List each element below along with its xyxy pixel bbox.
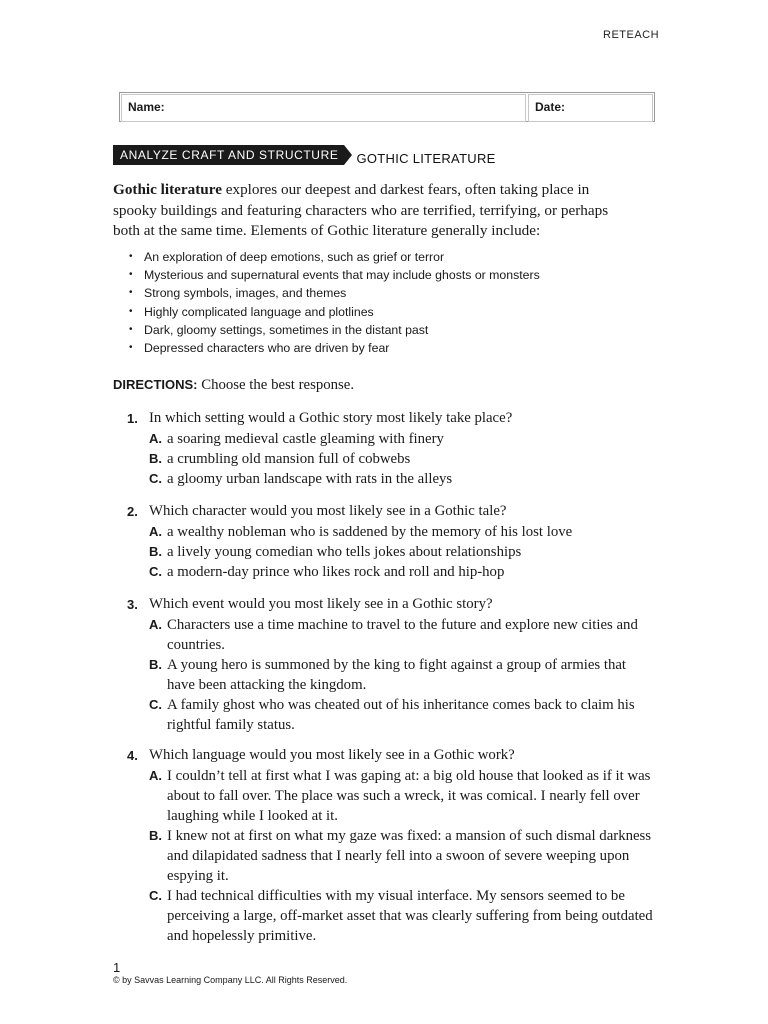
answer-option-b[interactable] (149, 542, 657, 562)
option-text: I couldn’t tell at first what I was gaping at: a big old house that looked as if it was about to fall over. The place was such a wreck, it was comical. I nearly fell over laughing while I looked at it. (167, 768, 651, 824)
bullet-icon: • (129, 341, 133, 353)
lesson-title: GOTHIC LITERATURE (356, 151, 496, 166)
reteach-label: RETEACH (603, 29, 660, 41)
list-item (129, 266, 540, 284)
option-letter: A. (149, 617, 162, 632)
answer-option-b[interactable] (149, 449, 657, 469)
name-label: Name: (128, 100, 165, 114)
option-letter: B. (149, 657, 162, 672)
directions-label: DIRECTIONS: (113, 377, 198, 392)
answer-option-c[interactable] (149, 469, 657, 489)
list-item-text: Dark, gloomy settings, sometimes in the distant past (144, 322, 429, 337)
answer-option-a[interactable] (149, 615, 657, 655)
list-item-text: Depressed characters who are driven by fear (144, 340, 390, 355)
list-item (129, 321, 540, 339)
elements-list (129, 248, 540, 357)
option-text: a crumbling old mansion full of cobwebs (167, 451, 411, 467)
question-2 (127, 501, 657, 582)
option-text: a soaring medieval castle gleaming with finery (167, 431, 444, 447)
list-item-text: Highly complicated language and plotlines (144, 304, 374, 319)
option-text: A family ghost who was cheated out of his inheritance comes back to claim his rightful family status. (167, 697, 635, 733)
option-text: a modern-day prince who likes rock and roll and hip-hop (167, 564, 505, 580)
directions (113, 377, 354, 394)
question-number: 3. (127, 597, 138, 612)
date-field[interactable] (528, 94, 653, 122)
question-stem: In which setting would a Gothic story most likely take place? (149, 410, 513, 426)
directions-text: Choose the best response. (197, 377, 355, 393)
option-text: I had technical difficulties with my visual interface. My sensors seemed to be perceiving a large, off-market asset that was clearly suffering from being outdated and hopelessly primitive. (167, 888, 653, 944)
option-letter: A. (149, 768, 162, 783)
option-text: Characters use a time machine to travel to the future and explore new cities and countries. (167, 617, 638, 653)
option-letter: A. (149, 524, 162, 539)
answer-option-a[interactable] (149, 429, 657, 449)
question-stem: Which character would you most likely see in a Gothic tale? (149, 503, 507, 519)
list-item (129, 284, 540, 302)
option-text: I knew not at first on what my gaze was fixed: a mansion of such dismal darkness and dilapidated sadness that I nearly fell into a swoon of severe weeping upon espying it. (167, 828, 652, 884)
question-1 (127, 408, 657, 489)
bullet-icon: • (129, 269, 133, 281)
list-item (129, 339, 540, 357)
option-letter: C. (149, 564, 162, 579)
section-banner (113, 145, 496, 165)
category-tag: ANALYZE CRAFT AND STRUCTURE (113, 145, 344, 165)
option-letter: B. (149, 451, 162, 466)
bullet-icon: • (129, 323, 133, 335)
answer-option-b[interactable] (149, 826, 657, 886)
tag-arrow (344, 145, 352, 165)
name-field[interactable] (121, 94, 526, 122)
list-item (129, 248, 540, 266)
option-text: a gloomy urban landscape with rats in the alleys (167, 471, 453, 487)
answer-option-b[interactable] (149, 655, 657, 695)
question-number: 1. (127, 411, 138, 426)
copyright-notice: © by Savvas Learning Company LLC. All Rights Reserved. (113, 975, 348, 985)
intro-paragraph (113, 180, 613, 242)
bullet-icon: • (129, 251, 133, 262)
option-letter: C. (149, 697, 162, 712)
question-stem: Which language would you most likely see in a Gothic work? (149, 747, 515, 763)
answer-option-c[interactable] (149, 886, 657, 946)
answer-option-a[interactable] (149, 522, 657, 542)
option-text: a lively young comedian who tells jokes about relationships (167, 544, 522, 560)
bullet-icon: • (129, 287, 133, 299)
answer-option-a[interactable] (149, 766, 657, 826)
intro-text: explores our deepest and darkest fears, often taking place in spooky buildings and featuring characters who are terrified, terrifying, or perhaps both at the same time. Elements of Gothic literature generally include: (113, 181, 609, 239)
question-4 (127, 745, 657, 946)
list-item-text: Mysterious and supernatural events that may include ghosts or monsters (144, 268, 540, 283)
list-item-text: Strong symbols, images, and themes (144, 286, 347, 301)
answer-option-c[interactable] (149, 695, 657, 735)
question-3 (127, 594, 657, 735)
page-number: 1 (113, 960, 121, 975)
option-text: A young hero is summoned by the king to fight against a group of armies that have been attacking the kingdom. (167, 657, 627, 693)
answer-option-c[interactable] (149, 562, 657, 582)
list-item (129, 303, 540, 321)
bullet-icon: • (129, 305, 133, 317)
question-stem: Which event would you most likely see in a Gothic story? (149, 596, 493, 612)
option-letter: C. (149, 888, 162, 903)
option-text: a wealthy nobleman who is saddened by the memory of his lost love (167, 524, 573, 540)
list-item-text: An exploration of deep emotions, such as grief or terror (144, 250, 445, 264)
option-letter: A. (149, 431, 162, 446)
name-date-box (119, 92, 655, 122)
option-letter: C. (149, 471, 162, 486)
date-label: Date: (535, 100, 566, 114)
question-number: 4. (127, 748, 138, 763)
option-letter: B. (149, 828, 162, 843)
intro-term: Gothic literature (113, 181, 222, 198)
question-number: 2. (127, 504, 138, 519)
option-letter: B. (149, 544, 162, 559)
